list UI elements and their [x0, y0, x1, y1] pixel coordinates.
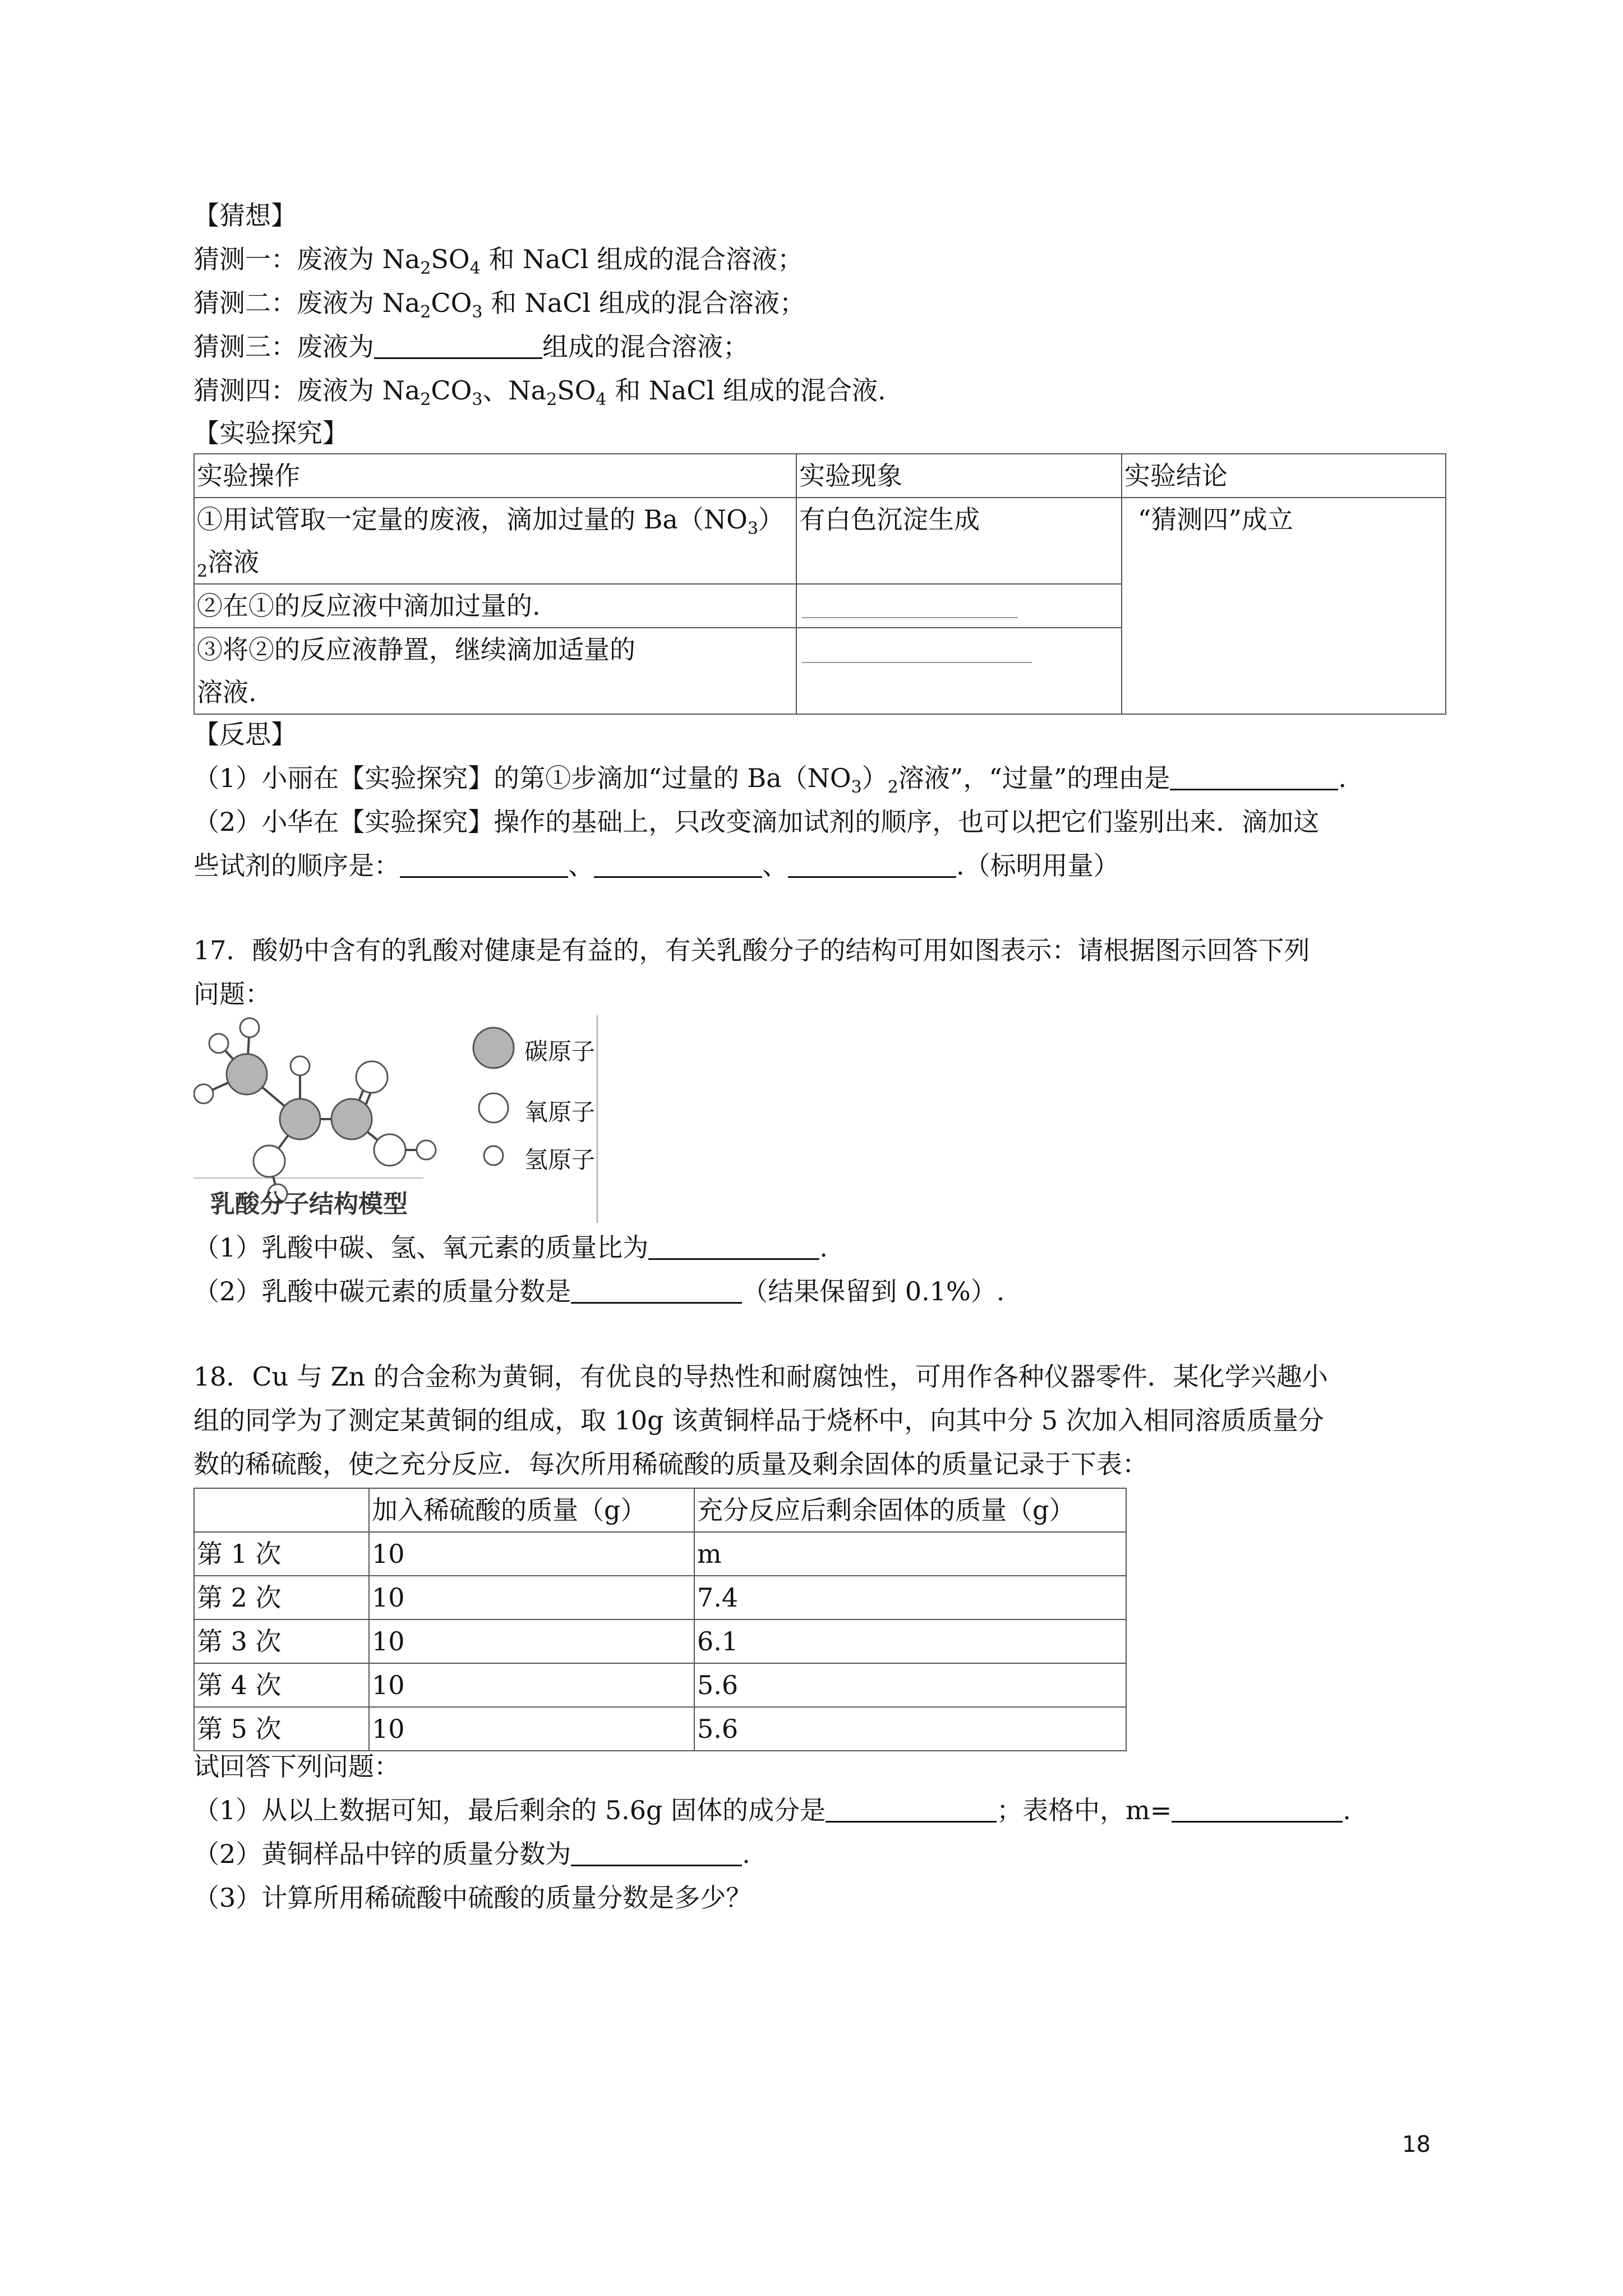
reflect-heading: 【反思】: [193, 719, 297, 749]
acid-mass: 10: [369, 1663, 694, 1707]
legend-oxygen-symbol: [479, 1093, 508, 1122]
carbon-atom: [280, 1099, 320, 1139]
remaining-mass: 5.6: [694, 1663, 1126, 1707]
table-row: [194, 1663, 1126, 1707]
legend-carbon-symbol: [473, 1028, 514, 1068]
hydrogen-atom: [209, 1034, 228, 1053]
hydrogen-atom: [417, 1140, 436, 1159]
guess-heading: 【猜想】: [193, 200, 297, 231]
table-row: [194, 1619, 1126, 1663]
answer-blank[interactable]: [1172, 1792, 1343, 1823]
oxygen-atom: [253, 1145, 285, 1177]
legend-hydrogen: 氢原子: [524, 1146, 596, 1174]
q18-prompt: 试回答下列问题：: [193, 1751, 400, 1782]
reflect-q1: （1）小丽在【实验探究】的第①步滴加“过量的 $Ba(NO_3)_2$溶液”，“过量”的理由是 .: [193, 756, 1347, 800]
lactic-acid-model-figure: [193, 1015, 603, 1223]
answer-blank[interactable]: [594, 847, 762, 878]
q18-line1: 18．Cu 与 Zn 的合金称为黄铜，有优良的导热性和耐腐蚀性，可用作各种仪器零件．某化学兴趣小: [193, 1361, 1328, 1392]
row3-phenomenon[interactable]: [796, 628, 1122, 714]
hydrogen-atom: [240, 1018, 259, 1037]
row1-operation: ①用试管取一定量的废液，滴加过量的 $Ba(NO_3)$ $_2$溶液: [194, 498, 796, 584]
figure-caption: 乳酸分子结构模型: [210, 1190, 408, 1218]
guess-3: 猜测三：废液为 组成的混合溶液；: [193, 325, 749, 369]
remaining-mass: m: [694, 1532, 1126, 1576]
q18-line2: 组的同学为了测定某黄铜的组成，取 10g 该黄铜样品于烧杯中，向其中分 5 次加入相同溶质质量分: [193, 1405, 1324, 1435]
answer-blank[interactable]: [648, 1229, 819, 1260]
guess-1: 猜测一：废液为 $Na_2SO_4$ 和 NaCl 组成的混合溶液；: [193, 244, 804, 278]
oxygen-atom: [356, 1061, 388, 1093]
hydrogen-atom: [194, 1084, 213, 1103]
table-row: [194, 1576, 1126, 1619]
answer-blank[interactable]: [571, 1273, 742, 1304]
experiment-heading: 【实验探究】: [193, 418, 348, 448]
carbon-atom: [331, 1099, 372, 1139]
row2-fill-line[interactable]: [802, 617, 1018, 618]
acid-mass: 10: [369, 1707, 694, 1751]
row1-conclusion: “猜测四”成立: [1122, 498, 1446, 714]
trial-label: 第 3 次: [194, 1619, 369, 1663]
q18-sub1: （1）从以上数据可知，最后剩余的 5.6g 固体的成分是 ；表格中，m= .: [193, 1788, 1351, 1832]
page-number: 18: [1402, 2132, 1431, 2157]
q18-line3: 数的稀硫酸，使之充分反应．每次所用稀硫酸的质量及剩余固体的质量记录于下表：: [193, 1449, 1148, 1479]
trial-label: 第 5 次: [194, 1707, 369, 1751]
results-header: 加入稀硫酸的质量（g）: [369, 1488, 694, 1532]
row2-phenomenon[interactable]: [796, 584, 1122, 628]
acid-mass: 10: [369, 1576, 694, 1619]
reflect-q2-line1: （2）小华在【实验探究】操作的基础上，只改变滴加试剂的顺序，也可以把它们鉴别出来．滴加这: [193, 807, 1320, 837]
oxygen-atom: [374, 1134, 405, 1166]
q17-sub2: （2）乳酸中碳元素的质量分数是 （结果保留到 0.1%）.: [193, 1269, 1004, 1313]
answer-blank[interactable]: [400, 847, 568, 878]
q17-line2: 问题：: [193, 979, 271, 1009]
acid-mass: 10: [369, 1619, 694, 1663]
legend-hydrogen-symbol: [484, 1146, 503, 1165]
trial-label: 第 4 次: [194, 1663, 369, 1707]
results-table: [193, 1488, 1127, 1751]
answer-blank[interactable]: [826, 1792, 997, 1823]
q18-sub3: （3）计算所用稀硫酸中硫酸的质量分数是多少？: [193, 1883, 752, 1913]
row2-operation: ②在①的反应液中滴加过量的.: [194, 584, 796, 628]
hydrogen-atom: [291, 1056, 310, 1075]
experiment-table: [193, 453, 1446, 715]
trial-label: 第 1 次: [194, 1532, 369, 1576]
acid-mass: 10: [369, 1532, 694, 1576]
header-conclusion: 实验结论: [1122, 454, 1446, 498]
header-operation: 实验操作: [194, 454, 796, 498]
q18-sub2: （2）黄铜样品中锌的质量分数为 .: [193, 1832, 750, 1876]
row3-fill-line[interactable]: [802, 662, 1032, 663]
guess-4: 猜测四：废液为 $Na_2CO_3$、$Na_2SO_4$ 和 NaCl 组成的混合液.: [193, 375, 886, 409]
table-row: [194, 1532, 1126, 1576]
guess-2: 猜测二：废液为 $Na_2CO_3$ 和 NaCl 组成的混合溶液；: [193, 288, 805, 322]
carbon-atom: [227, 1054, 267, 1094]
reflect-q2-line2: 些试剂的顺序是： 、 、 .（标明用量）: [193, 844, 1119, 887]
answer-blank[interactable]: [1170, 760, 1338, 790]
legend-carbon: 碳原子: [524, 1038, 596, 1065]
header-phenomenon: 实验现象: [796, 454, 1122, 498]
results-header: [194, 1488, 369, 1532]
legend-oxygen: 氧原子: [524, 1098, 596, 1126]
remaining-mass: 5.6: [694, 1707, 1126, 1751]
row1-phenomenon: 有白色沉淀生成: [796, 498, 1122, 584]
trial-label: 第 2 次: [194, 1576, 369, 1619]
q17-sub1: （1）乳酸中碳、氢、氧元素的质量比为 .: [193, 1226, 828, 1269]
results-header: 充分反应后剩余固体的质量（g）: [694, 1488, 1126, 1532]
q17-line1: 17．酸奶中含有的乳酸对健康是有益的，有关乳酸分子的结构可用如图表示：请根据图示回答下列: [193, 935, 1310, 965]
remaining-mass: 6.1: [694, 1619, 1126, 1663]
answer-blank[interactable]: [571, 1835, 742, 1866]
answer-blank[interactable]: [374, 328, 542, 359]
remaining-mass: 7.4: [694, 1576, 1126, 1619]
answer-blank[interactable]: [788, 847, 956, 878]
row3-operation: ③将②的反应液静置，继续滴加适量的 溶液.: [194, 628, 796, 714]
